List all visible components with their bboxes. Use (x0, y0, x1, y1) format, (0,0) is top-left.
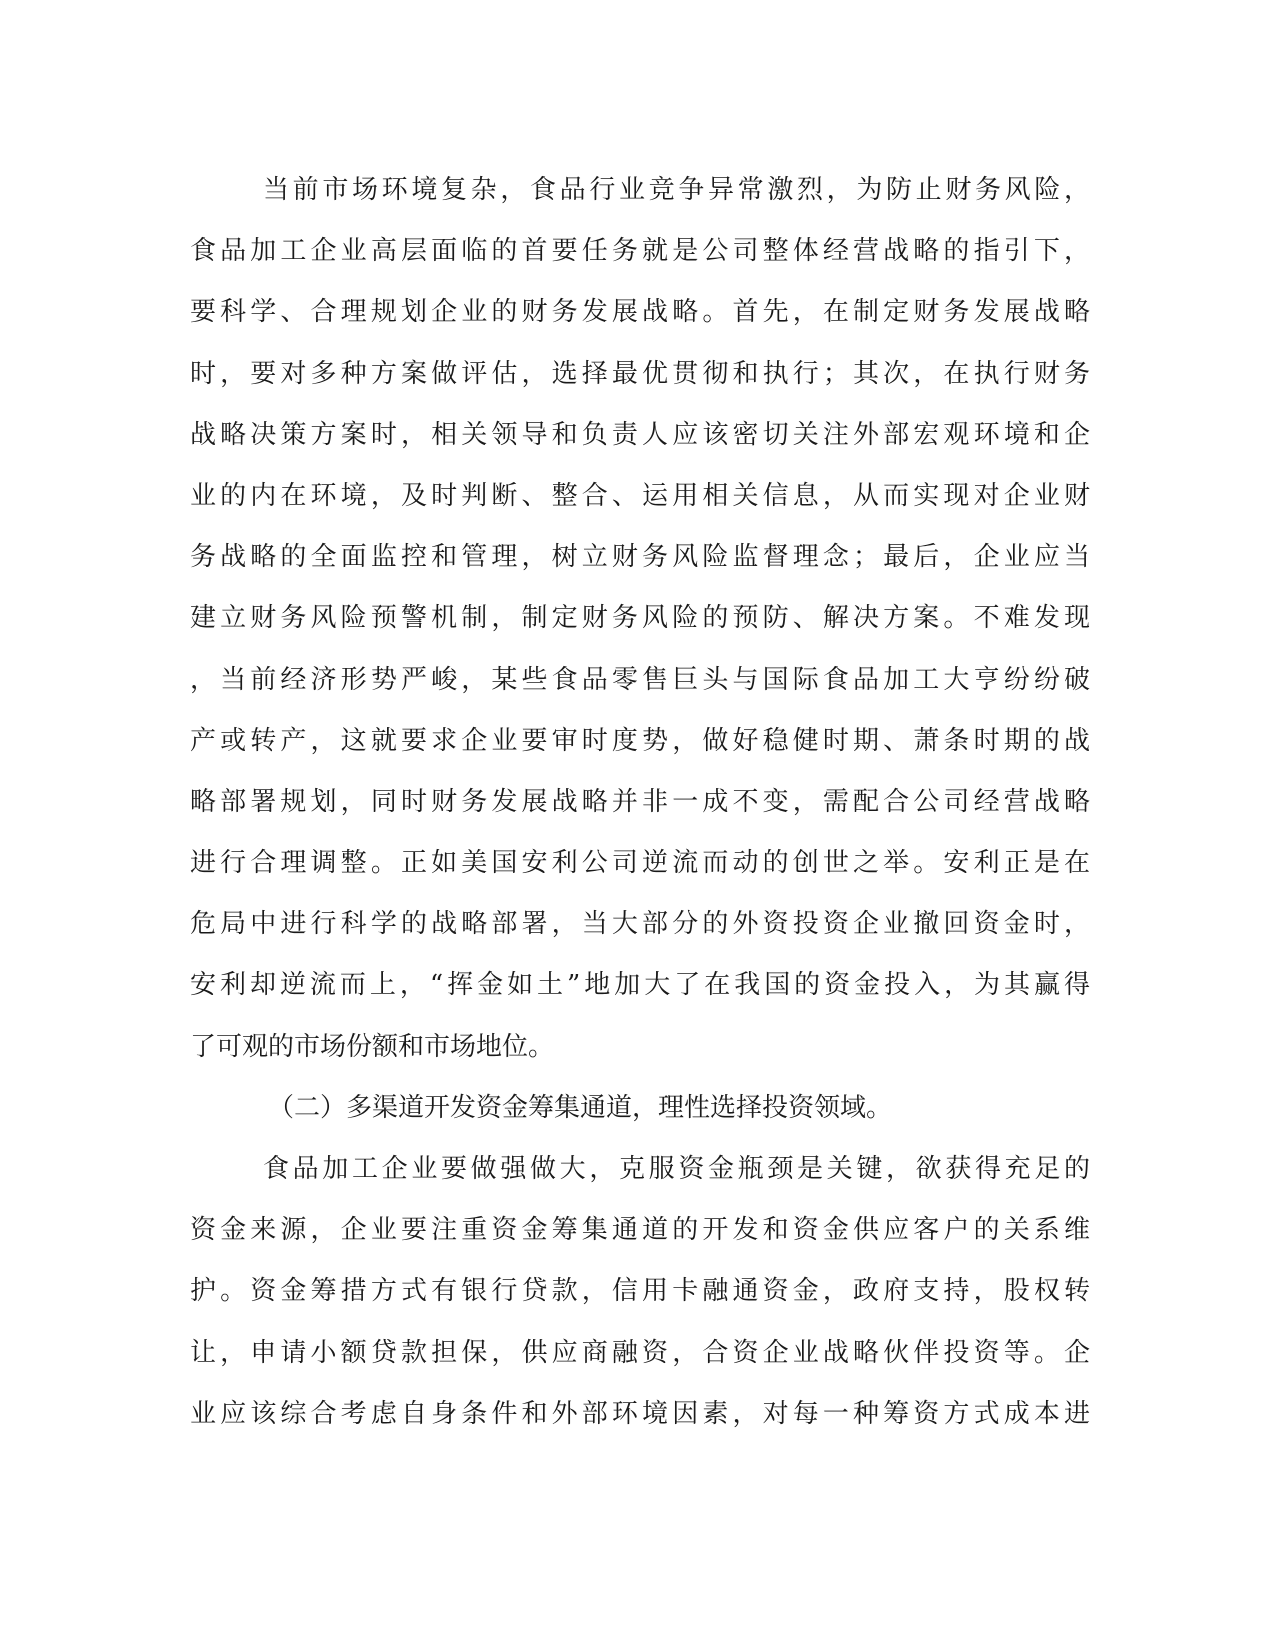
paragraph-line: 食品加工企业要做强做大，克服资金瓶颈是关键，欲获得充足的 (263, 1154, 1090, 1184)
paragraph-line: 建立财务风险预警机制，制定财务风险的预防、解决方案。不难发现 (190, 603, 1090, 634)
paragraph-line: 安利却逆流而上，“挥金如土”地加大了在我国的资金投入，为其赢得 (190, 970, 1090, 1001)
paragraph-line: 业的内在环境，及时判断、整合、运用相关信息，从而实现对企业财 (190, 480, 1090, 511)
paragraph-line: 资金来源，企业要注重资金筹集通道的开发和资金供应客户的关系维 (190, 1215, 1090, 1246)
section-heading: （二）多渠道开发资金筹集通道，理性选择投资领域。 (268, 1092, 893, 1123)
paragraph-line: 略部署规划，同时财务发展战略并非一成不变，需配合公司经营战略 (190, 786, 1090, 817)
paragraph-line: 要科学、合理规划企业的财务发展战略。首先，在制定财务发展战略 (190, 297, 1090, 328)
paragraph-line: 让，申请小额贷款担保，供应商融资，合资企业战略伙伴投资等。企 (190, 1337, 1090, 1368)
paragraph-line: 当前市场环境复杂，食品行业竞争异常激烈，为防止财务风险， (263, 175, 1090, 205)
paragraph-line: 危局中进行科学的战略部署，当大部分的外资投资企业撤回资金时， (190, 909, 1090, 940)
paragraph-line: ，当前经济形势严峻，某些食品零售巨头与国际食品加工大亨纷纷破 (190, 664, 1090, 695)
paragraph-line: 务战略的全面监控和管理，树立财务风险监督理念；最后，企业应当 (190, 542, 1090, 573)
paragraph-line: 进行合理调整。正如美国安利公司逆流而动的创世之举。安利正是在 (190, 848, 1090, 879)
paragraph-line: 护。资金筹措方式有银行贷款，信用卡融通资金，政府支持，股权转 (190, 1276, 1090, 1307)
paragraph-line: 食品加工企业高层面临的首要任务就是公司整体经营战略的指引下， (190, 236, 1090, 267)
paragraph-line: 战略决策方案时，相关领导和负责人应该密切关注外部宏观环境和企 (190, 419, 1090, 450)
paragraph-line: 了可观的市场份额和市场地位。 (190, 1031, 555, 1062)
paragraph-line: 产或转产，这就要求企业要审时度势，做好稳健时期、萧条时期的战 (190, 725, 1090, 756)
document-body (190, 160, 1090, 1445)
paragraph-line: 业应该综合考虑自身条件和外部环境因素，对每一种筹资方式成本进 (190, 1398, 1090, 1429)
paragraph-line: 时，要对多种方案做评估，选择最优贯彻和执行；其次，在执行财务 (190, 358, 1090, 389)
